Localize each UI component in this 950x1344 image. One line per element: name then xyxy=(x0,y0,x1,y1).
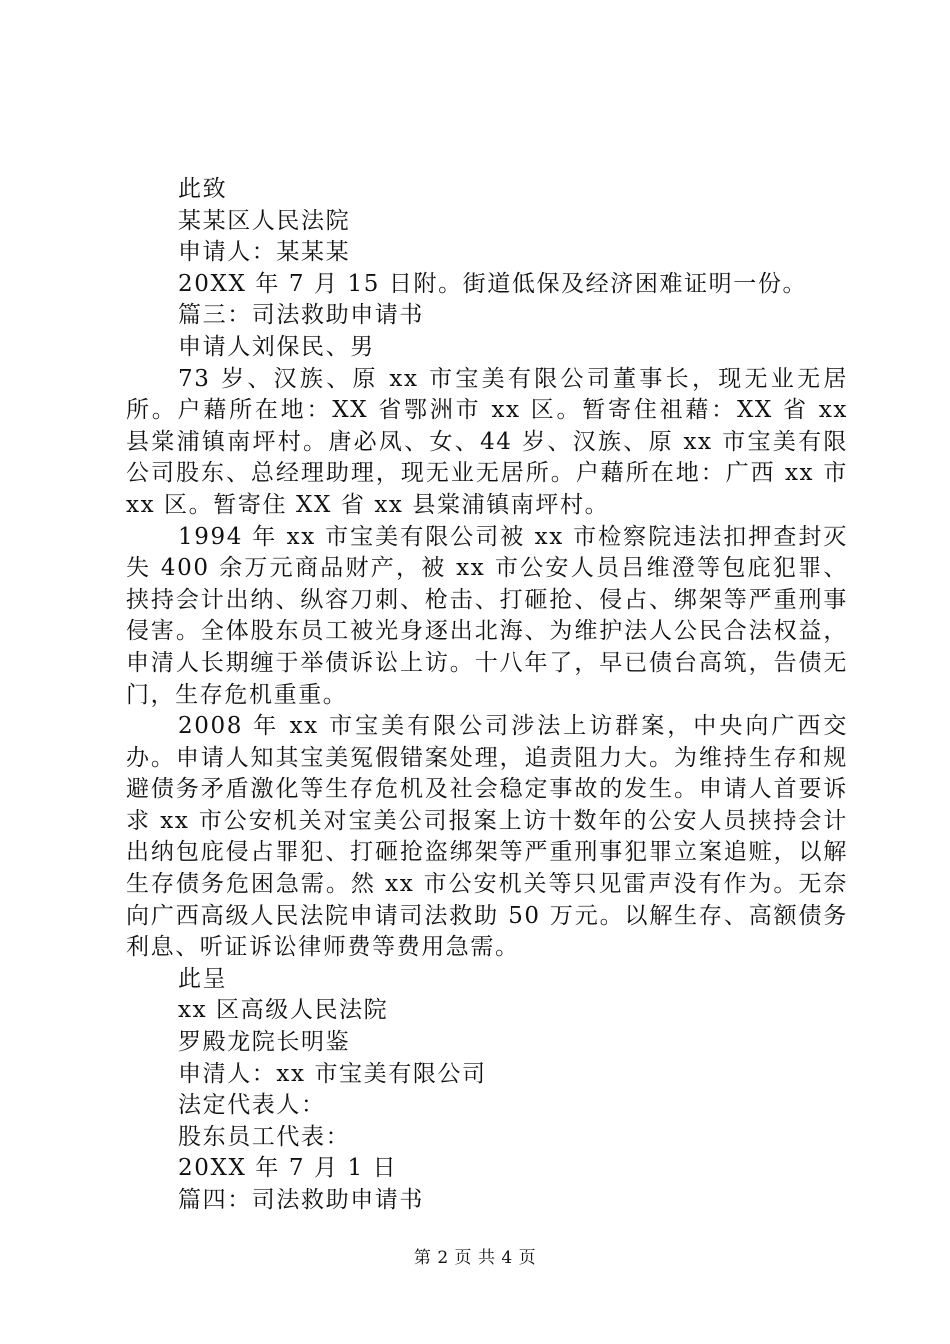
document-body xyxy=(126,174,848,1217)
legal-representative-label: 法定代表人： xyxy=(178,1092,326,1119)
section-heading-4: 篇四：司法救助申请书 xyxy=(178,1187,424,1213)
addressee-court: 某某区人民法院 xyxy=(178,207,351,234)
date-and-attachment: 20XX 年 7 月 15 日附。街道低保及经济困难证明一份。 xyxy=(178,270,808,297)
applicant-intro: 申请人刘保民、男 xyxy=(178,333,375,360)
recipient-president: 罗殿龙院长明鉴 xyxy=(178,1029,351,1056)
closing-submission: 此呈 xyxy=(178,965,228,992)
section-heading-3: 篇三：司法救助申请书 xyxy=(178,302,424,329)
applicant-company: 申清人：xx 市宝美有限公司 xyxy=(178,1060,487,1087)
recipient-court: xx 区高级人民法院 xyxy=(178,997,389,1024)
paragraph-applicant-details: 73 岁、汉族、原 xx 市宝美有限公司董事长，现无业无居所。户藉所在地：XX 省鄂洲市 xx 区。暂寄住祖藉：XX 省 xx 县棠浦镇南坪村。唐必凤、女、44 岁、汉族、原 xx 市宝美有限公司股东、总经理助理，现无业无居所。户藉所在地：广西 xx 市 xx 区。暂寄住 XX 省 xx 县棠浦镇南坪村。 xyxy=(126,365,848,518)
signature-date: 20XX 年 7 月 1 日 xyxy=(178,1155,398,1182)
paragraph-case-history: 1994 年 xx 市宝美有限公司被 xx 市检察院违法扣押查封灭失 400 余万元商品财产，被 xx 市公安人员吕维澄等包庇犯罪、挟持会计出纳、纵容刀刺、枪击、打砸抢、侵占、绑架等严重刑事侵害。全体股东员工被光身逐出北海、为维护法人公民合法权益，申清人长期缠于举债诉讼上访。十八年了，早已债台高筑，告债无门，生存危机重重。 xyxy=(126,523,848,708)
page-number: 第 2 页 共 4 页 xyxy=(413,1248,537,1268)
staff-representative-label: 股东员工代表： xyxy=(178,1123,351,1150)
applicant-signature: 申请人：某某某 xyxy=(178,239,351,266)
paragraph-request: 2008 年 xx 市宝美有限公司涉法上访群案，中央向广西交办。申请人知其宝美冤假错案处理，追责阻力大。为维持生存和规避债务矛盾激化等生存危机及社会稳定事故的发生。申请人首要诉求 xx 市公安机关对宝美公司报案上访十数年的公安人员挟持会计出纳包庇侵占罪犯、打砸抢盗绑架等严重刑事犯罪立案追赃，以解生存债务危困急需。然 xx 市公安机关等只见雷声没有作为。无奈向广西高级人民法院申请司法救助 50 万元。以解生存、高额债务利息、听证诉讼律师费等费用急需。 xyxy=(126,713,848,961)
closing-salutation: 此致 xyxy=(178,176,228,202)
